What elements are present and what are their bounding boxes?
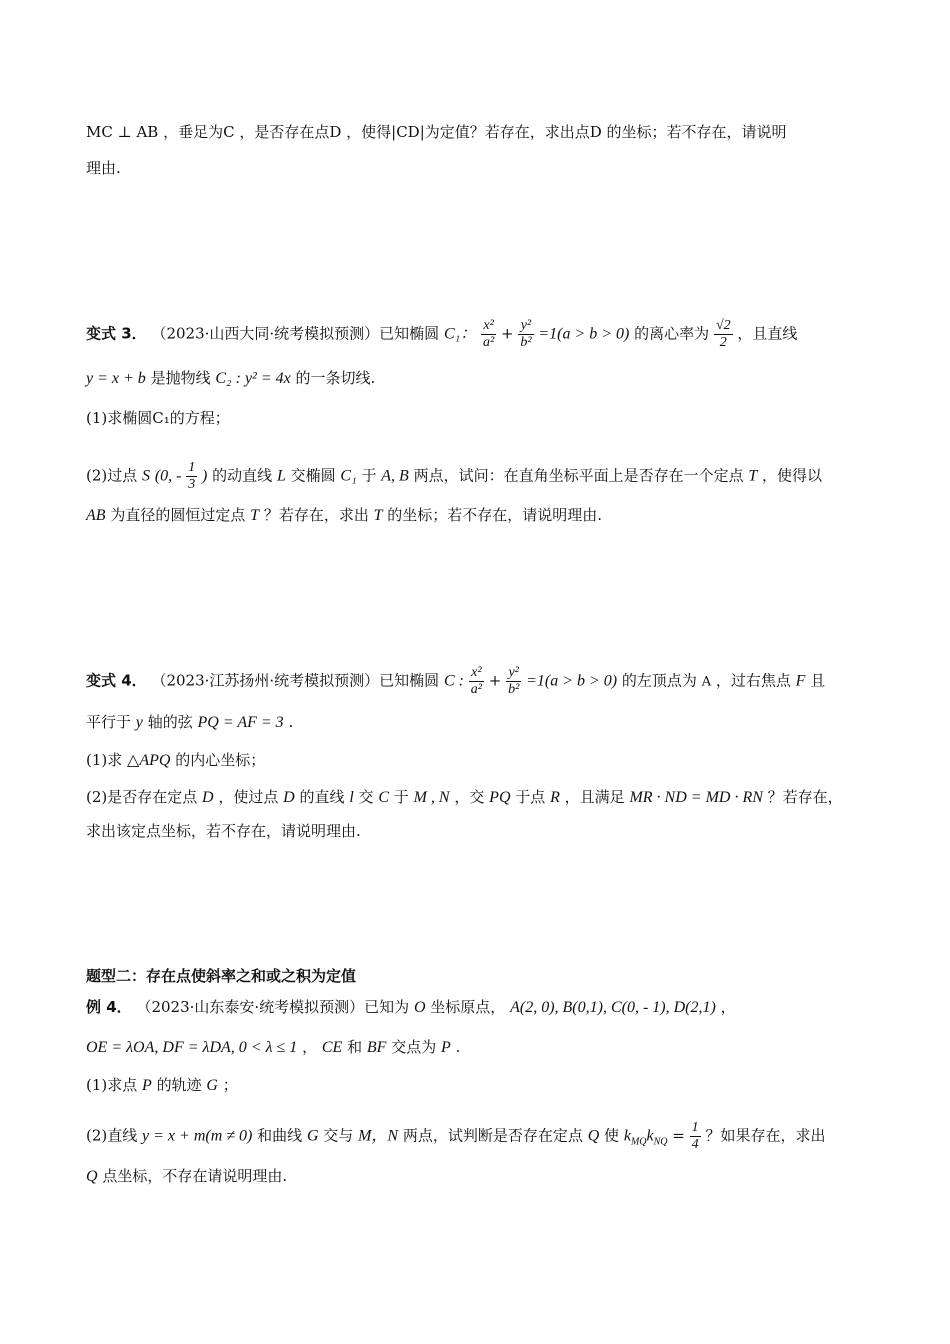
math: ) (202, 467, 208, 485)
math: =1(a > b > 0) (526, 672, 618, 690)
example4-label: 例 4． (86, 998, 132, 1016)
variant3-line1 (86, 318, 797, 351)
variant4-source: （2023·江苏扬州·统考模拟预测）已知椭圆 (151, 671, 440, 690)
text: 是抛物线 (150, 369, 211, 387)
text: 交椭圆 (290, 466, 336, 485)
math: k (646, 1127, 654, 1145)
variant3-line3 (86, 408, 230, 428)
math: y (135, 714, 143, 731)
math: = (672, 1126, 685, 1145)
math: G (206, 1077, 218, 1094)
text: ，使得以 (762, 466, 823, 485)
frac-den: b² (520, 335, 532, 350)
text: （2023·山东泰安·统考模拟预测）已知为 (136, 998, 410, 1016)
frac-num: x² (469, 665, 484, 682)
math: CE (321, 1039, 343, 1056)
variant3-ellipse-name: C₁： (443, 325, 477, 343)
variant3-source: （2023·山西大同·统考模拟预测）已知椭圆 (151, 324, 440, 343)
math-subscript: NQ (653, 1136, 668, 1148)
variant4-line2 (86, 712, 293, 733)
math: D (283, 789, 295, 806)
math-subscript: MQ (630, 1136, 647, 1148)
math: OE = λOA, DF = λDA, 0 < λ ≤ 1 (86, 1039, 298, 1056)
text: ， (302, 1038, 318, 1056)
text: 的左顶点为 (621, 671, 697, 690)
text: 的内心坐标； (175, 751, 266, 769)
math: y = x + m(m ≠ 0) (142, 1127, 253, 1145)
math: k (623, 1127, 631, 1145)
text: . (288, 713, 294, 731)
variant4-line3 (86, 750, 265, 771)
math: L (276, 467, 286, 485)
variant4-label: 变式 4． (86, 671, 147, 690)
variant3-frac-x (481, 318, 496, 351)
text: 坐标原点， (430, 998, 506, 1016)
text: 轴的弦 (147, 713, 193, 731)
block1-text2: 理由. (86, 159, 121, 177)
variant3-line2 (86, 368, 375, 389)
text: 交与 (323, 1126, 354, 1145)
text: 使 (604, 1126, 620, 1145)
text: 交 (358, 788, 374, 806)
math: A, B (381, 467, 409, 485)
text: ，过右焦点 (715, 671, 791, 690)
text: ？若存在，求出 (263, 506, 369, 524)
text: (1)求点 (86, 1076, 138, 1094)
math: S (142, 467, 151, 485)
variant4-line4 (86, 787, 843, 808)
text: 的坐标；若不存在，请说明理由. (387, 506, 603, 524)
frac-num: x² (481, 318, 496, 335)
math: T (748, 467, 758, 485)
math: C : (443, 672, 464, 690)
frac-num: √2 (715, 318, 731, 333)
frac-num: y² (518, 318, 533, 335)
block1-line2 (86, 158, 121, 178)
math: C₂ : y² = 4x (215, 370, 291, 387)
text: . (455, 1038, 461, 1056)
math: MR · ND = MD · RN (629, 789, 763, 806)
math: C (378, 789, 390, 806)
text: 点坐标，不存在请说明理由. (102, 1167, 288, 1185)
block1-line1 (86, 122, 787, 142)
text: (1)求椭圆C₁的方程； (86, 409, 230, 427)
text: ，交 (454, 788, 485, 806)
text: (2)过点 (86, 466, 138, 485)
example4-frac (690, 1120, 701, 1153)
variant3-line4 (86, 460, 822, 493)
text: 为直径的圆恒过定点 (110, 506, 246, 524)
math: D (202, 789, 214, 806)
math: P (441, 1039, 451, 1056)
math: P (142, 1077, 152, 1094)
block1-text1: MC ⊥ AB ，垂足为C ，是否存在点D ，使得|CD|为定值？若存在，求出点D 的坐标；若不存在，请说明 (86, 123, 787, 141)
text: 的一条切线. (295, 369, 376, 387)
math: T (373, 507, 383, 524)
math: A(2, 0), B(0,1), C(0, - 1), D(2,1) (510, 999, 716, 1016)
text: ，且满足 (564, 788, 625, 806)
variant3-text: 的离心率为 (634, 324, 710, 343)
example4-line1 (86, 997, 736, 1018)
math: M，N (358, 1127, 399, 1145)
text: 的直线 (299, 788, 345, 806)
math: AB (86, 507, 106, 524)
frac-den: 4 (691, 1137, 699, 1152)
text: 两点，试判断是否存在定点 (402, 1126, 583, 1145)
text: 的动直线 (212, 466, 273, 485)
frac-den: 2 (719, 335, 727, 350)
variant4-frac-x (469, 665, 484, 698)
math: A (701, 674, 712, 690)
variant3-line5 (86, 505, 602, 526)
text: 求出该定点坐标，若不存在，请说明理由. (86, 822, 361, 840)
text: 交点为 (391, 1038, 437, 1056)
text: 于 (393, 788, 409, 806)
variant3-label: 变式 3． (86, 324, 147, 343)
text: 于 (361, 466, 377, 485)
math: R (550, 789, 560, 806)
text: ，使过点 (218, 788, 279, 806)
frac-num: 1 (188, 460, 196, 475)
math: F (795, 672, 806, 690)
frac-num: y² (506, 665, 521, 682)
frac-den: b² (508, 682, 520, 697)
math: G (306, 1127, 319, 1145)
math: BF (366, 1039, 387, 1056)
math: PQ (489, 789, 511, 806)
math: Q (86, 1168, 98, 1185)
example4-line4 (86, 1120, 825, 1153)
variant4-frac-y (506, 665, 521, 698)
example4-line2 (86, 1037, 460, 1058)
section-heading: 题型二：存在点使斜率之和或之积为定值 (86, 967, 357, 985)
math: △APQ (127, 752, 171, 769)
text: ， (720, 998, 736, 1016)
text: ； (222, 1076, 238, 1094)
text: 且 (810, 671, 826, 690)
text: (2)是否存在定点 (86, 788, 198, 806)
math: PQ = AF = 3 (197, 714, 284, 731)
frac-den: 3 (188, 477, 196, 492)
frac-den: a² (470, 682, 482, 697)
math: T (250, 507, 260, 524)
plus-sign: + (488, 671, 502, 690)
text: ？如果存在，求出 (705, 1126, 826, 1145)
math: Q (587, 1127, 600, 1145)
math: C₁ (340, 467, 357, 485)
variant4-line1 (86, 665, 825, 698)
frac-num: 1 (691, 1120, 699, 1135)
text: 和 (347, 1038, 363, 1056)
variant3-condition: =1(a > b > 0) (538, 325, 630, 343)
variant4-line5 (86, 821, 361, 841)
variant3-frac-third (186, 460, 197, 493)
text: 平行于 (86, 713, 132, 731)
text: (2)直线 (86, 1126, 138, 1145)
variant3-frac-ecc (714, 318, 733, 351)
plus-sign: + (500, 324, 514, 343)
text: 两点，试问：在直角坐标平面上是否存在一个定点 (413, 466, 744, 485)
variant3-text: ，且直线 (737, 324, 798, 343)
text: 的轨迹 (156, 1076, 202, 1094)
text: 和曲线 (257, 1126, 303, 1145)
math: O (413, 999, 426, 1016)
frac-den: a² (482, 335, 495, 350)
text: ？若存在， (767, 788, 843, 806)
text: 于点 (515, 788, 546, 806)
math: (0, - (154, 467, 182, 485)
math: M , N (413, 789, 450, 806)
text: (1)求 (86, 751, 123, 769)
math: l (349, 789, 354, 806)
example4-line5 (86, 1166, 287, 1187)
variant3-frac-y (518, 318, 533, 351)
example4-line3 (86, 1075, 238, 1096)
math: y = x + b (86, 370, 146, 387)
